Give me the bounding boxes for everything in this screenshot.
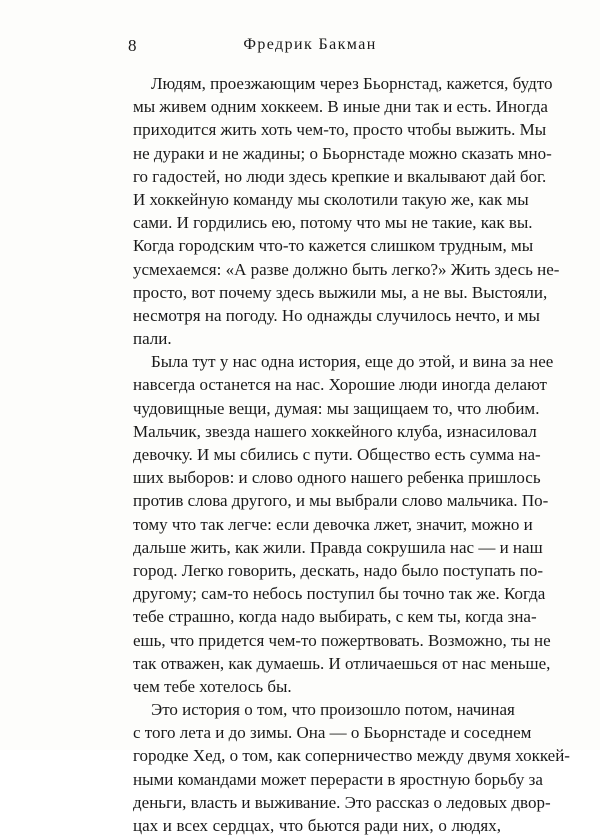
text-line: тому что так легче: если девочка лжет, значит, можно и [133,514,533,534]
text-line: усмехаемся: «А разве должно быть легко?» Жить здесь не- [133,259,560,279]
text-line: городке Хед, о том, как соперничество между двумя хоккей- [133,746,570,766]
text-line: ших выборов: и слово одного нашего ребенка пришлось [133,468,541,488]
text-line: го гадостей, но люди здесь крепкие и вкалывают дай бог. [133,166,547,186]
text-line: навсегда останется на нас. Хорошие люди иногда делают [133,375,547,395]
body-text [133,72,570,837]
text-line: город. Легко говорить, дескать, надо было поступать по- [133,560,543,580]
text-line: чем тебе хотелось бы. [133,676,292,696]
text-line: ешь, что придется чем-то пожертвовать. Возможно, ты не [133,630,551,650]
text-line: не дураки и не жадины; о Бьорнстаде можно сказать мно- [133,143,552,163]
text-line: против слова другого, и мы выбрали слово мальчика. По- [133,491,549,511]
text-line: Людям, проезжающим через Бьорнстад, кажется, будто [151,74,553,93]
text-line: Была тут у нас одна история, еще до этой, и вина за нее [151,352,554,372]
text-line: цах и всех сердцах, что бьются ради них, о людях, [133,816,501,835]
text-line: девочку. И мы сбились с пути. Общество есть сумма на- [133,445,541,464]
text-line: Это история о том, что произошло потом, начиная [151,700,515,720]
page-number: 8 [128,36,137,55]
text-line: другому; сам-то небось поступил бы точно так же. Когда [133,584,546,604]
text-line: сами. И гордились ею, потому что мы не такие, как вы. [133,213,533,233]
text-line: мы живем одним хоккеем. В иные дни так и есть. Иногда [133,97,548,117]
running-head-author: Фредрик Бакман [243,36,377,53]
text-line: пали. [133,329,172,349]
text-line: с того лета и до зимы. Она — о Бьорнстаде и соседнем [133,723,532,743]
text-line: несмотря на погоду. Но однажды случилось нечто, и мы [133,305,540,325]
text-line: просто, вот почему здесь выжили мы, а не вы. Выстояли, [133,282,548,302]
text-line: ными командами может перерасти в яростную борьбу за [133,769,543,789]
text-line: Мальчик, звезда нашего хоккейного клуба, изнасиловал [133,421,537,441]
text-line: дальше жить, как жили. Правда сокрушила нас — и наш [133,537,543,557]
text-line: приходится жить хоть чем-то, просто чтобы выжить. Мы [133,120,547,140]
text-line: И хоккейную команду мы сколотили такую же, как мы [133,189,529,209]
text-line: так отважен, как думаешь. И отличаешься от нас меньше, [133,653,551,673]
text-line: деньги, власть и выживание. Это рассказ о ледовых двор- [133,792,551,812]
text-line: тебе страшно, когда надо выбирать, с кем ты, когда зна- [133,607,537,627]
text-line: чудовищные вещи, думая: мы защищаем то, что любим. [133,398,540,418]
text-line: Когда городским что-то кажется слишком трудным, мы [133,236,534,256]
